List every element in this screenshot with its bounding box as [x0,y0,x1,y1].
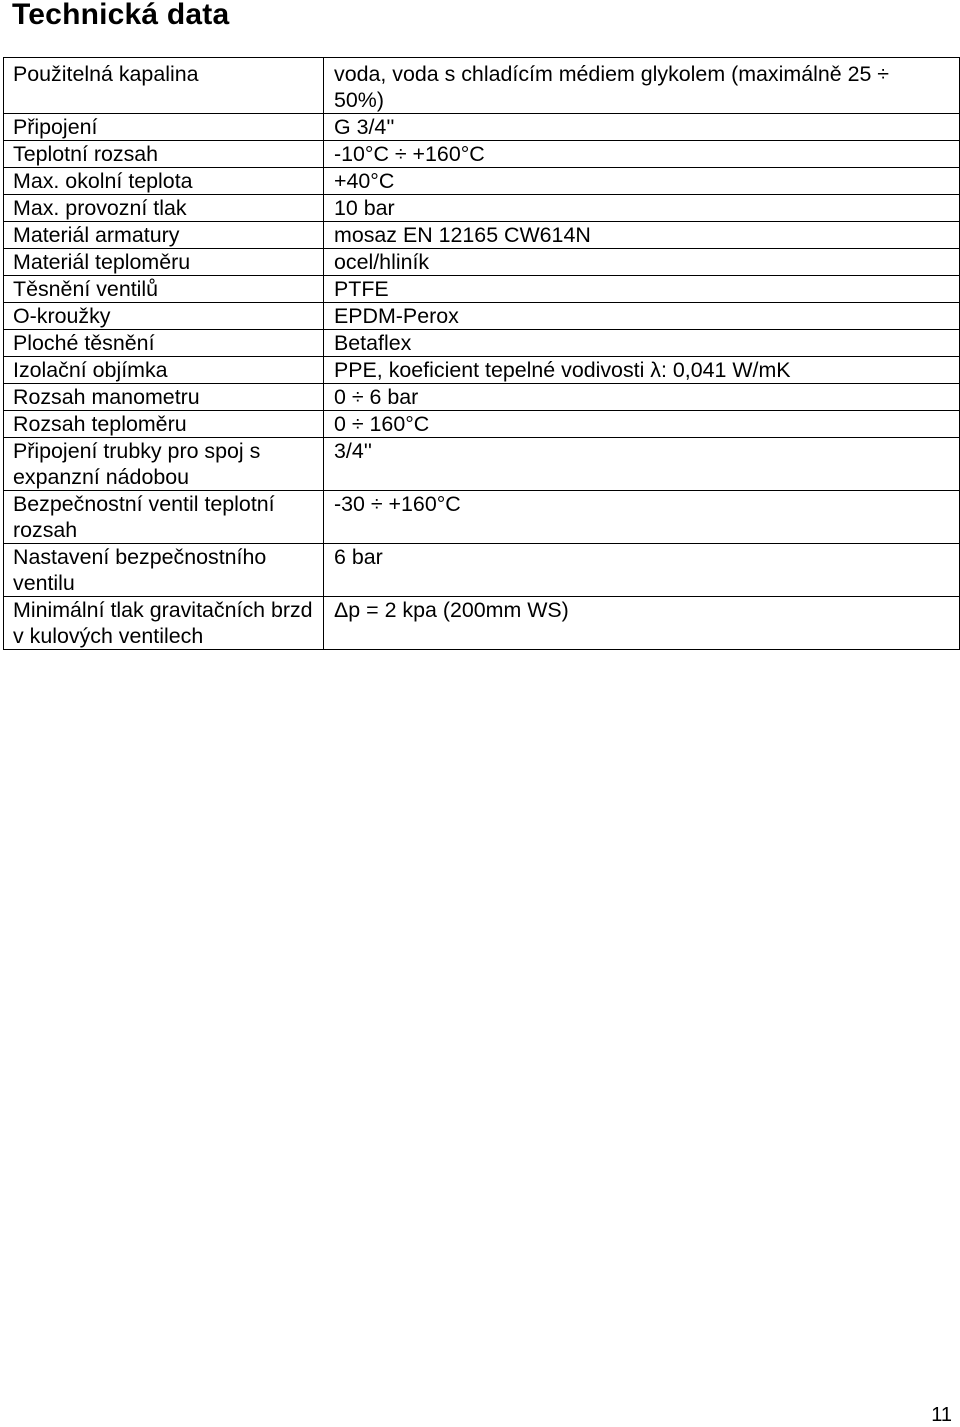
page-number: 11 [931,1404,952,1426]
spec-value: 6 bar [324,544,960,597]
table-row [4,249,960,276]
table-row [4,544,960,597]
spec-label: Izolační objímka [4,357,324,384]
table-row [4,195,960,222]
table-row [4,384,960,411]
spec-value: Betaflex [324,330,960,357]
spec-value: 10 bar [324,195,960,222]
spec-label: Ploché těsnění [4,330,324,357]
table-row [4,114,960,141]
spec-label: Materiál armatury [4,222,324,249]
spec-label: Připojení trubky pro spoj s expanzní nádobou [4,438,324,491]
spec-value: mosaz EN 12165 CW614N [324,222,960,249]
spec-value: 0 ÷ 160°C [324,411,960,438]
table-row [4,597,960,650]
table-row [4,303,960,330]
spec-value: PPE, koeficient tepelné vodivosti λ: 0,041 W/mK [324,357,960,384]
table-row [4,330,960,357]
technical-data-table [3,57,960,650]
spec-value: +40°C [324,168,960,195]
spec-label: Minimální tlak gravitačních brzd v kulových ventilech [4,597,324,650]
spec-value: -30 ÷ +160°C [324,491,960,544]
spec-value: G 3/4'' [324,114,960,141]
table-row [4,141,960,168]
spec-label: Připojení [4,114,324,141]
table-row [4,411,960,438]
spec-label: O-kroužky [4,303,324,330]
table-row [4,438,960,491]
table-row [4,357,960,384]
spec-label: Max. provozní tlak [4,195,324,222]
spec-value: ocel/hliník [324,249,960,276]
spec-value: voda, voda s chladícím médiem glykolem (maximálně 25 ÷ 50%) [324,58,960,114]
table-row [4,168,960,195]
spec-label: Bezpečnostní ventil teplotní rozsah [4,491,324,544]
page-title: Technická data [12,0,230,31]
spec-value: Δp = 2 kpa (200mm WS) [324,597,960,650]
table-row [4,58,960,114]
spec-label: Rozsah manometru [4,384,324,411]
spec-label: Max. okolní teplota [4,168,324,195]
spec-label: Použitelná kapalina [4,58,324,114]
spec-label: Nastavení bezpečnostního ventilu [4,544,324,597]
table-row [4,491,960,544]
spec-value: 3/4'' [324,438,960,491]
table-row [4,276,960,303]
spec-value: PTFE [324,276,960,303]
spec-value: 0 ÷ 6 bar [324,384,960,411]
spec-label: Materiál teploměru [4,249,324,276]
spec-label: Rozsah teploměru [4,411,324,438]
spec-value: -10°C ÷ +160°C [324,141,960,168]
spec-label: Teplotní rozsah [4,141,324,168]
spec-value: EPDM-Perox [324,303,960,330]
spec-label: Těsnění ventilů [4,276,324,303]
table-row [4,222,960,249]
